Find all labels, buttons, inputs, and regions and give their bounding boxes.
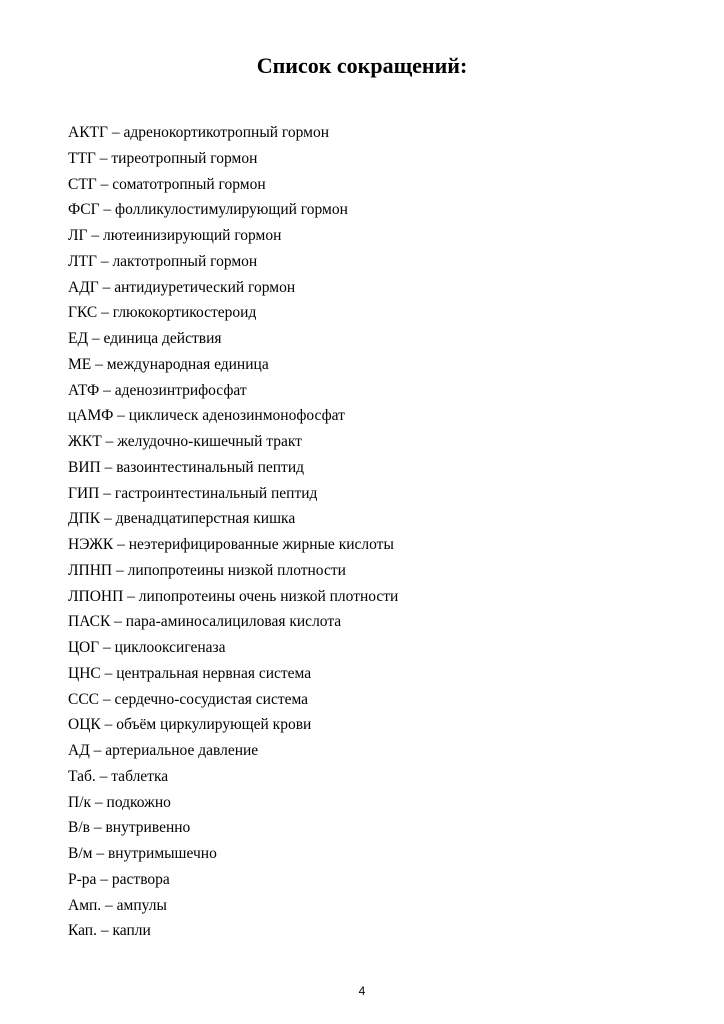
abbreviation-item: В/м – внутримышечно [68,845,217,862]
abbreviation-item: ЕД – единица действия [68,330,222,347]
abbreviation-item: ГКС – глюкокортикостероид [68,304,257,322]
abbreviation-item: АКТГ – адренокортикотропный гормон [68,124,330,141]
page-title: Список сокращений: [256,53,468,78]
abbreviation-item: ЛПНП – липопротеины низкой плотности [68,561,346,579]
abbreviation-item: ЛТГ – лактотропный гормон [68,252,258,270]
abbreviation-item: Амп. – ампулы [68,896,167,914]
abbreviation-item: ПАСК – пара-аминосалициловая кислота [68,613,342,631]
abbreviation-item: ЖКТ – желудочно-кишечный тракт [68,433,302,450]
abbreviation-item: Р-ра – раствора [68,870,170,888]
abbreviation-item: ФСГ – фолликулостимулирующий гормон [68,201,348,219]
abbreviation-item: В/в – внутривенно [68,819,191,837]
abbreviation-item: Таб. – таблетка [68,767,169,785]
abbreviation-item: ТТГ – тиреотропный гормон [68,149,258,167]
abbreviation-item: ВИП – вазоинтестинальный пептид [68,458,304,476]
abbreviation-item: П/к – подкожно [68,793,171,811]
abbreviation-item: ССС – сердечно-сосудистая система [68,690,309,708]
abbreviation-item: цАМФ – циклическ аденозинмонофосфат [68,407,345,425]
abbreviation-item: МЕ – международная единица [68,355,269,373]
abbreviation-item: ГИП – гастроинтестинальный пептид [68,484,318,502]
abbreviation-item: АД – артериальное давление [68,742,259,759]
abbreviation-item: ЛПОНП – липопротеины очень низкой плотности [68,587,399,605]
abbreviation-item: ЦНС – центральная нервная система [68,664,312,682]
page-number: 4 [358,984,366,998]
abbreviation-item: ДПК – двенадцатиперстная кишка [68,510,296,528]
abbreviation-item: ЦОГ – циклооксигеназа [68,639,226,656]
abbreviation-item: ЛГ – лютеинизирующий гормон [68,227,282,244]
abbreviation-item: Кап. – капли [68,922,151,940]
abbreviation-item: НЭЖК – неэтерифицированные жирные кислоты [68,536,394,553]
abbreviation-item: АТФ – аденозинтрифосфат [68,381,247,399]
abbreviation-item: ОЦК – объём циркулирующей крови [68,716,312,734]
abbreviation-item: СТГ – соматотропный гормон [68,175,266,193]
abbreviation-list [68,120,398,944]
abbreviation-item: АДГ – антидиуретический гормон [68,278,296,296]
